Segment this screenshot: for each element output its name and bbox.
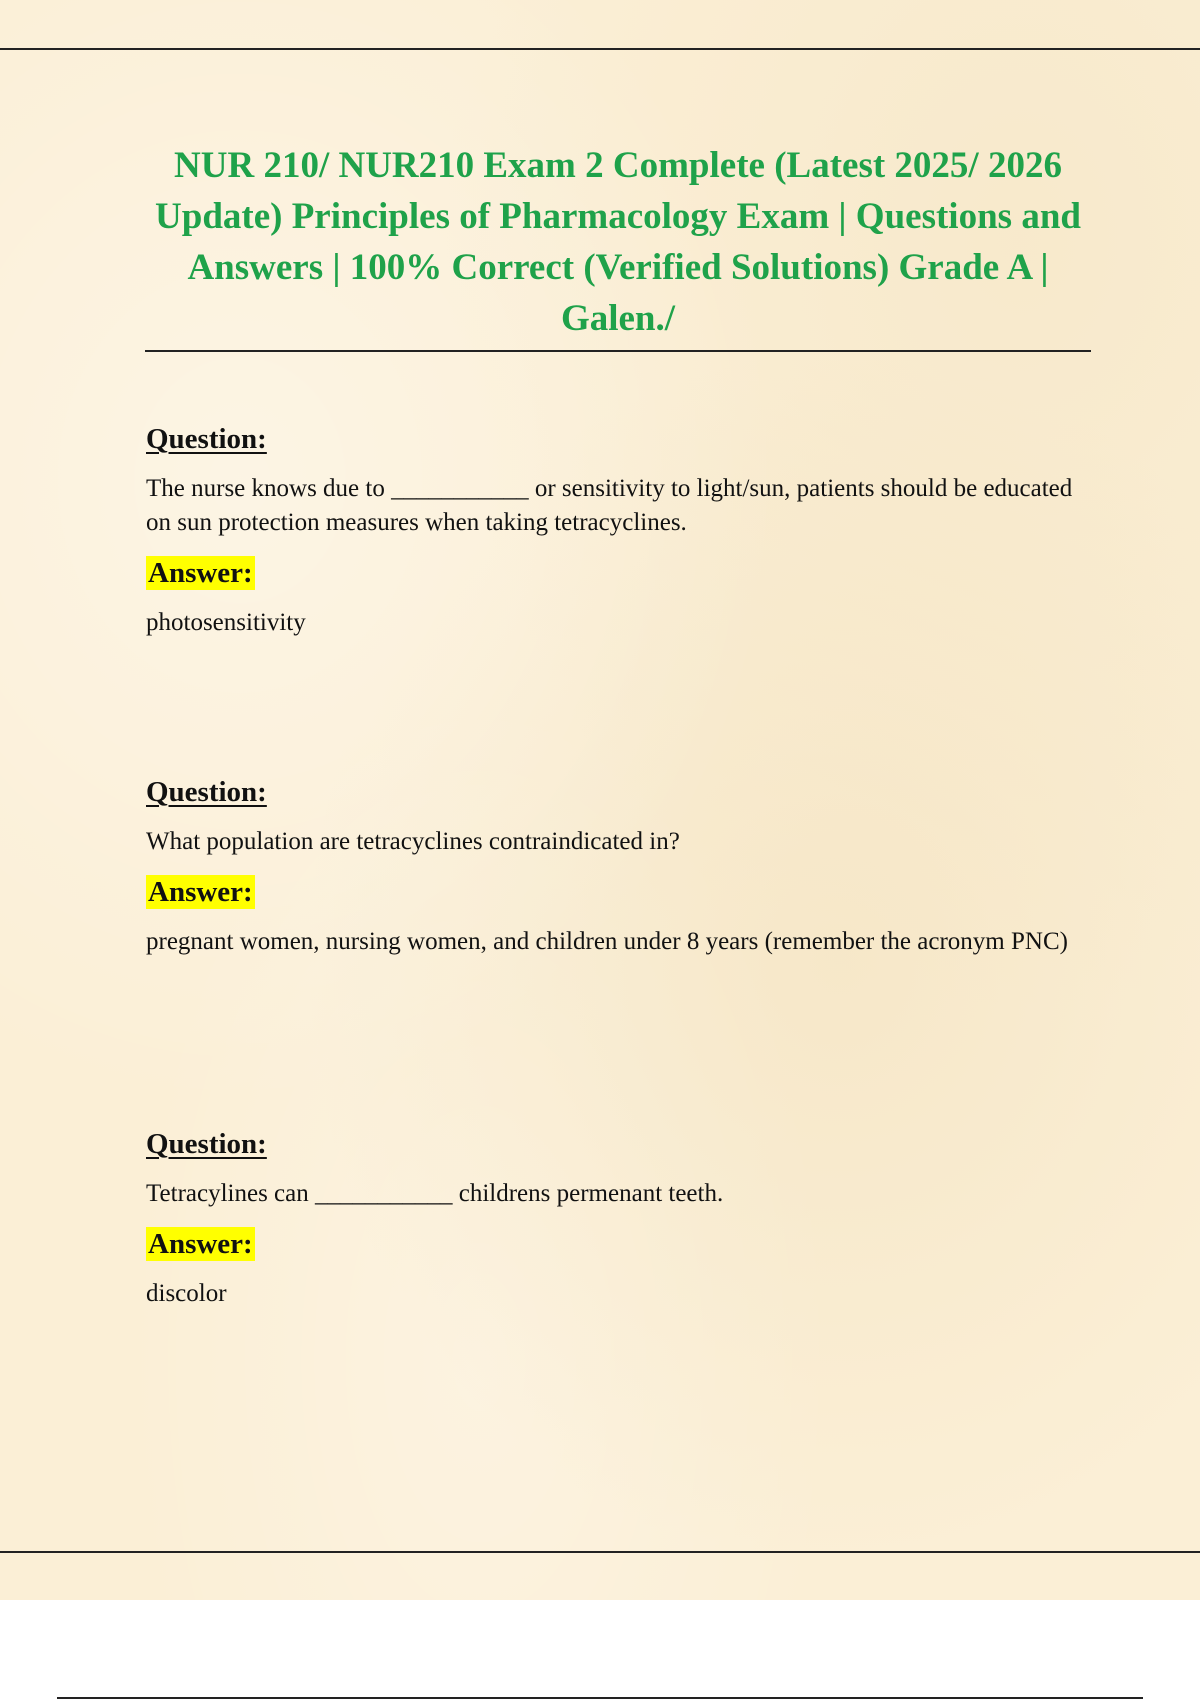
answer-label: Answer: — [148, 876, 253, 908]
document-title: NUR 210/ NUR210 Exam 2 Complete (Latest 2025/ 2026 Update) Principles of Pharmacology Exam | Questions and Answers | 100% Correct (Verified Solutions) Grade A | Galen./ — [155, 145, 1081, 339]
question-label: Question: — [146, 423, 267, 455]
question-text: The nurse knows due to ___________ or sensitivity to light/sun, patients should be educated on sun protection measures when taking tetracyclines. — [146, 475, 1073, 536]
answer-label: Answer: — [148, 1228, 253, 1260]
footer-divider — [57, 1697, 1143, 1699]
question-text: What population are tetracyclines contraindicated in? — [146, 828, 680, 855]
question-text: Tetracylines can ___________ childrens permenant teeth. — [146, 1180, 724, 1207]
question-label: Question: — [146, 776, 267, 808]
title-block — [145, 140, 1091, 352]
qa-item-2 — [146, 775, 1086, 959]
bottom-divider — [0, 1551, 1200, 1553]
qa-item-3 — [146, 1127, 1086, 1311]
question-label: Question: — [146, 1128, 267, 1160]
answer-label: Answer: — [148, 557, 253, 589]
top-divider — [0, 48, 1200, 50]
answer-text: pregnant women, nursing women, and children under 8 years (remember the acronym PNC) — [146, 928, 1068, 955]
qa-item-1 — [146, 422, 1086, 640]
answer-text: photosensitivity — [146, 609, 306, 636]
answer-text: discolor — [146, 1280, 227, 1307]
